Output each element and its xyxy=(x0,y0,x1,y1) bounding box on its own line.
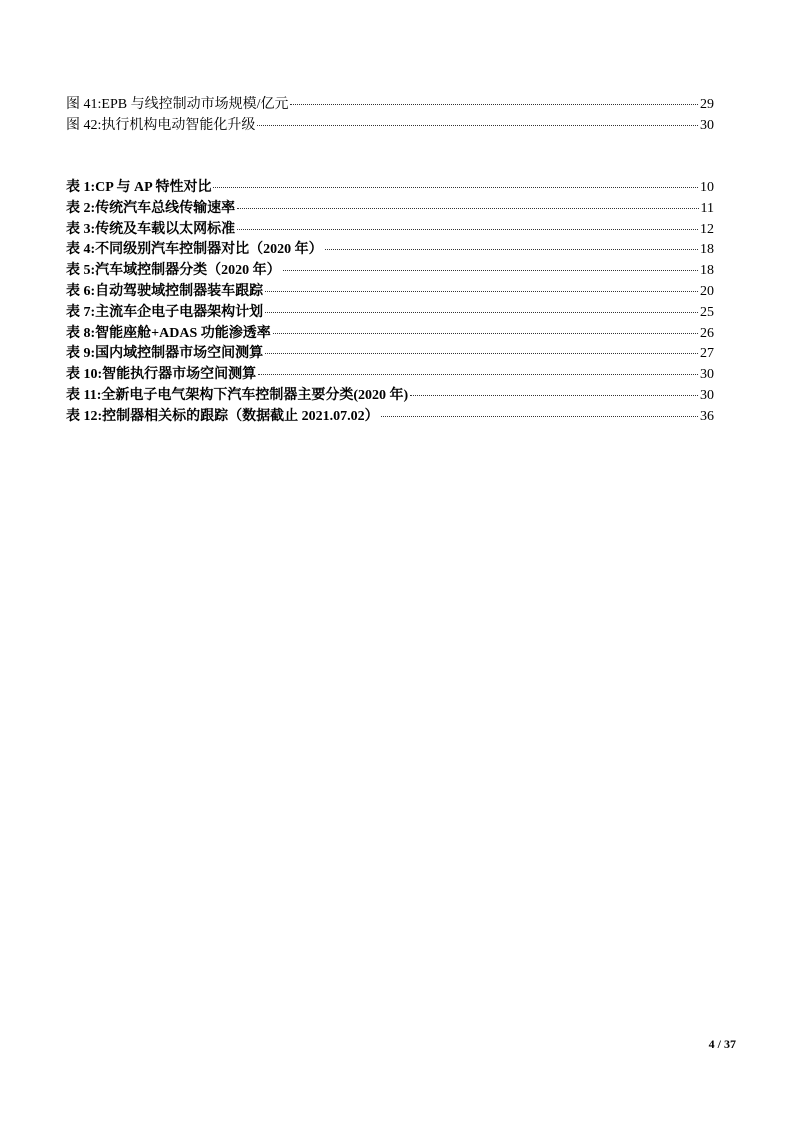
toc-entry-page: 11 xyxy=(700,200,714,216)
toc-entry-title: 传统及车载以太网标准 xyxy=(95,221,236,237)
dot-leader xyxy=(265,353,698,354)
toc-entry-title: 自动驾驶域控制器装车跟踪 xyxy=(95,283,264,299)
toc-entry-title: 汽车域控制器分类（2020 年） xyxy=(95,263,281,279)
toc-entry-label: 表 11: xyxy=(66,387,102,403)
toc-entry-table-11[interactable] xyxy=(66,386,714,407)
toc-entry-page: 25 xyxy=(700,304,714,320)
toc-entry-page: 26 xyxy=(700,325,714,341)
dot-leader xyxy=(273,333,698,334)
toc-entry-title: 智能执行器市场空间测算 xyxy=(102,367,257,383)
dot-leader xyxy=(290,104,698,105)
toc-entry-title: EPB 与线控制动市场规模/亿元 xyxy=(101,97,289,112)
toc-entry-label: 表 4: xyxy=(66,242,96,258)
toc-entry-label: 表 1: xyxy=(66,180,96,195)
toc-entry-table-5[interactable] xyxy=(66,261,714,282)
dot-leader xyxy=(381,416,698,417)
toc-entry-table-3[interactable] xyxy=(66,220,714,241)
figure-list xyxy=(66,95,714,137)
toc-entry-title: 智能座舱+ADAS 功能渗透率 xyxy=(95,325,271,341)
toc-entry-title: 全新电子电气架构下汽车控制器主要分类(2020 年) xyxy=(101,387,409,403)
toc-entry-label: 表 7: xyxy=(66,304,96,320)
toc-entry-table-1[interactable] xyxy=(66,178,714,199)
toc-entry-label: 表 10: xyxy=(66,367,103,383)
dot-leader xyxy=(258,374,698,375)
dot-leader xyxy=(410,395,698,396)
dot-leader xyxy=(265,291,698,292)
dot-leader xyxy=(237,229,698,230)
toc-entry-label: 表 8: xyxy=(66,325,96,341)
toc-entry-title: 国内域控制器市场空间测算 xyxy=(95,346,264,362)
toc-entry-table-10[interactable] xyxy=(66,365,714,386)
toc-entry-page: 30 xyxy=(700,367,714,383)
toc-entry-table-12[interactable] xyxy=(66,407,714,428)
toc-entry-table-2[interactable] xyxy=(66,199,714,220)
toc-entry-title: 主流车企电子电器架构计划 xyxy=(95,304,264,320)
toc-entry-label: 表 12: xyxy=(66,408,103,424)
toc-entry-title: 不同级别汽车控制器对比（2020 年） xyxy=(95,242,323,258)
toc-entry-page: 20 xyxy=(700,283,714,299)
toc-entry-label: 表 2: xyxy=(66,200,96,216)
toc-entry-title: 控制器相关标的跟踪（数据截止 2021.07.02） xyxy=(102,408,379,424)
table-list xyxy=(66,178,714,428)
toc-entry-label: 表 6: xyxy=(66,283,96,299)
toc-entry-label: 图 42: xyxy=(66,117,102,133)
toc-entry-table-8[interactable] xyxy=(66,324,714,345)
toc-entry-figure-42[interactable] xyxy=(66,116,714,137)
toc-entry-table-4[interactable] xyxy=(66,240,714,261)
page-number: 4 / 37 xyxy=(708,1037,736,1051)
dot-leader xyxy=(265,312,698,313)
dot-leader xyxy=(257,125,698,126)
toc-entry-table-6[interactable] xyxy=(66,282,714,303)
dot-leader xyxy=(237,208,698,209)
dot-leader xyxy=(325,249,698,250)
toc-entry-page: 10 xyxy=(700,180,714,195)
toc-entry-page: 30 xyxy=(700,117,714,133)
toc-entry-title: 执行机构电动智能化升级 xyxy=(101,117,256,133)
dot-leader xyxy=(283,270,698,271)
toc-entry-label: 表 9: xyxy=(66,346,96,362)
toc-entry-label: 图 41: xyxy=(66,97,102,112)
toc-entry-label: 表 5: xyxy=(66,263,96,279)
toc-entry-label: 表 3: xyxy=(66,221,96,237)
toc-entry-title: 传统汽车总线传输速率 xyxy=(95,200,236,216)
toc-entry-figure-41[interactable] xyxy=(66,95,714,116)
toc-entry-table-7[interactable] xyxy=(66,303,714,324)
dot-leader xyxy=(213,187,698,188)
toc-entry-page: 18 xyxy=(700,242,714,258)
toc-entry-page: 18 xyxy=(700,263,714,279)
toc-entry-page: 30 xyxy=(700,387,714,403)
toc-entry-page: 36 xyxy=(700,408,714,424)
toc-entry-page: 29 xyxy=(700,97,714,112)
toc-entry-page: 27 xyxy=(700,346,714,362)
toc-entry-title: CP 与 AP 特性对比 xyxy=(95,180,212,195)
toc-entry-page: 12 xyxy=(700,221,714,237)
toc-entry-table-9[interactable] xyxy=(66,344,714,365)
